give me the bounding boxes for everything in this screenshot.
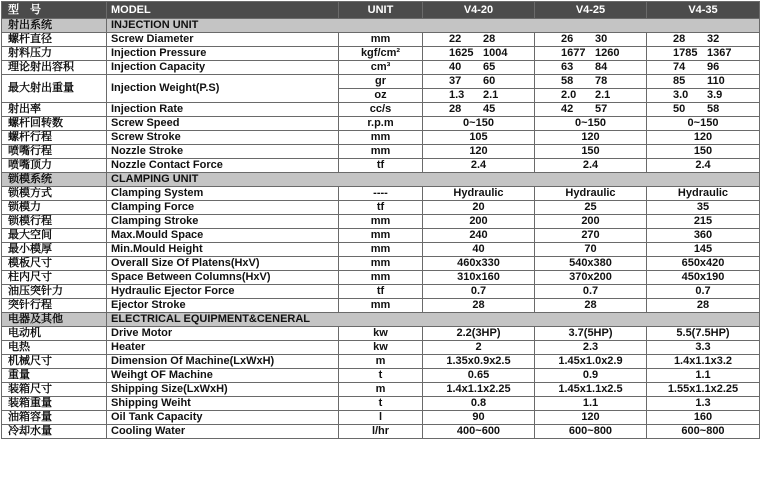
row-unit: cc/s	[339, 103, 423, 117]
row-label-en: Clamping Force	[107, 201, 339, 215]
row-label-en: Oil Tank Capacity	[107, 411, 339, 425]
section-title-zh: 射出系统	[2, 19, 107, 33]
row-value: 1.55x1.1x2.25	[647, 383, 760, 397]
value-a: 3.0	[673, 89, 689, 101]
row-unit: mm	[339, 215, 423, 229]
row-unit: tf	[339, 159, 423, 173]
header-model: MODEL	[107, 2, 339, 19]
row-unit: kw	[339, 327, 423, 341]
table-row	[2, 159, 760, 173]
row-value: 0.7	[535, 285, 647, 299]
row-value: 370x200	[535, 271, 647, 285]
row-value: 460x330	[423, 257, 535, 271]
table-row	[2, 117, 760, 131]
row-value: 0.7	[423, 285, 535, 299]
row-unit: t	[339, 397, 423, 411]
row-label-zh: 射料压力	[2, 47, 107, 61]
row-label-zh: 螺杆回转数	[2, 117, 107, 131]
row-value: 400~600	[423, 425, 535, 439]
row-value: 28	[423, 299, 535, 313]
row-value: 120	[647, 131, 760, 145]
value-a: 1785	[673, 47, 698, 59]
table-row	[2, 201, 760, 215]
row-label-en: Drive Motor	[107, 327, 339, 341]
row-value: 2	[423, 341, 535, 355]
row-value: 200	[535, 215, 647, 229]
row-value: 145	[647, 243, 760, 257]
table-row	[2, 327, 760, 341]
row-value-pair	[647, 75, 760, 89]
value-b: 57	[595, 103, 608, 115]
row-unit: mm	[339, 145, 423, 159]
table-row	[2, 61, 760, 75]
row-value: 120	[535, 411, 647, 425]
row-label-en: Injection Capacity	[107, 61, 339, 75]
row-value: 70	[535, 243, 647, 257]
row-value: 0.8	[423, 397, 535, 411]
row-unit: l/hr	[339, 425, 423, 439]
row-label-zh: 螺杆行程	[2, 131, 107, 145]
row-value: 0.9	[535, 369, 647, 383]
table-row	[2, 145, 760, 159]
row-unit: tf	[339, 201, 423, 215]
row-label-en: Max.Mould Space	[107, 229, 339, 243]
value-a: 26	[561, 33, 574, 45]
row-value: 35	[647, 201, 760, 215]
table-row	[2, 271, 760, 285]
row-value: 3.3	[647, 341, 760, 355]
row-value: 120	[423, 145, 535, 159]
row-value: 1.35x0.9x2.5	[423, 355, 535, 369]
value-a: 28	[673, 33, 686, 45]
row-value: 25	[535, 201, 647, 215]
row-unit: mm	[339, 257, 423, 271]
table-row	[2, 229, 760, 243]
row-value: 0.65	[423, 369, 535, 383]
row-label-zh: 重量	[2, 369, 107, 383]
row-value-pair	[535, 33, 647, 47]
row-label-zh: 突针行程	[2, 299, 107, 313]
value-b: 2.1	[595, 89, 611, 101]
row-value: 360	[647, 229, 760, 243]
row-label-zh: 最大射出重量	[2, 75, 107, 103]
row-value: Hydraulic	[423, 187, 535, 201]
value-b: 1260	[595, 47, 620, 59]
row-label-zh: 装箱尺寸	[2, 383, 107, 397]
table-row	[2, 33, 760, 47]
table-row	[2, 341, 760, 355]
row-value: 5.5(7.5HP)	[647, 327, 760, 341]
row-unit: mm	[339, 271, 423, 285]
value-a: 40	[449, 61, 462, 73]
row-value-pair	[423, 89, 535, 103]
value-b: 60	[483, 75, 496, 87]
row-label-en: Shipping Size(LxWxH)	[107, 383, 339, 397]
table-row	[2, 369, 760, 383]
row-value: 240	[423, 229, 535, 243]
row-unit: oz	[339, 89, 423, 103]
row-unit: r.p.m	[339, 117, 423, 131]
value-b: 84	[595, 61, 608, 73]
row-value: 540x380	[535, 257, 647, 271]
value-a: 28	[449, 103, 462, 115]
row-value: 310x160	[423, 271, 535, 285]
section-title-en: INJECTION UNIT	[107, 19, 760, 33]
value-b: 110	[707, 75, 725, 87]
row-value-pair	[423, 47, 535, 61]
row-value: 1.1	[535, 397, 647, 411]
row-label-zh: 油箱容量	[2, 411, 107, 425]
row-label-zh: 最小模厚	[2, 243, 107, 257]
row-value: Hydraulic	[535, 187, 647, 201]
row-value: 0~150	[423, 117, 535, 131]
row-value-pair	[535, 61, 647, 75]
row-value: 1.45x1.1x2.5	[535, 383, 647, 397]
value-a: 1625	[449, 47, 474, 59]
row-unit: t	[339, 369, 423, 383]
row-value: 0~150	[647, 117, 760, 131]
section-row	[2, 19, 760, 33]
row-label-en: Weihgt OF Machine	[107, 369, 339, 383]
row-unit: kw	[339, 341, 423, 355]
table-row	[2, 103, 760, 117]
table-row	[2, 215, 760, 229]
row-label-zh: 最大空间	[2, 229, 107, 243]
table-row	[2, 411, 760, 425]
row-label-en: Nozzle Stroke	[107, 145, 339, 159]
table-row	[2, 425, 760, 439]
row-unit: mm	[339, 299, 423, 313]
row-unit: ----	[339, 187, 423, 201]
row-value: 20	[423, 201, 535, 215]
row-label-zh: 柱内尺寸	[2, 271, 107, 285]
value-a: 50	[673, 103, 686, 115]
row-value: 150	[647, 145, 760, 159]
row-value: 600~800	[535, 425, 647, 439]
value-b: 45	[483, 103, 496, 115]
table-row	[2, 47, 760, 61]
row-label-en: Space Between Columns(HxV)	[107, 271, 339, 285]
section-row	[2, 173, 760, 187]
value-a: 58	[561, 75, 574, 87]
table-row	[2, 285, 760, 299]
row-unit: gr	[339, 75, 423, 89]
row-label-zh: 螺杆直径	[2, 33, 107, 47]
row-label-en: Injection Weight(P.S)	[107, 75, 339, 103]
row-label-en: Hydraulic Ejector Force	[107, 285, 339, 299]
value-b: 96	[707, 61, 720, 73]
row-value: 1.3	[647, 397, 760, 411]
section-title-en: ELECTRICAL EQUIPMENT&CENERAL	[107, 313, 760, 327]
value-b: 1367	[707, 47, 732, 59]
table-row	[2, 299, 760, 313]
row-value: 1.1	[647, 369, 760, 383]
row-label-zh: 喷嘴行程	[2, 145, 107, 159]
row-label-zh: 锁模行程	[2, 215, 107, 229]
row-value-pair	[647, 89, 760, 103]
row-value: 0~150	[535, 117, 647, 131]
table-row	[2, 257, 760, 271]
row-value: 160	[647, 411, 760, 425]
row-value: 2.3	[535, 341, 647, 355]
row-label-zh: 冷却水量	[2, 425, 107, 439]
row-label-en: Ejector Stroke	[107, 299, 339, 313]
row-unit: mm	[339, 243, 423, 257]
value-b: 28	[483, 33, 496, 45]
section-title-zh: 锁模系统	[2, 173, 107, 187]
section-title-en: CLAMPING UNIT	[107, 173, 760, 187]
row-value: 1.4x1.1x3.2	[647, 355, 760, 369]
value-a: 22	[449, 33, 462, 45]
row-value: Hydraulic	[647, 187, 760, 201]
header-row	[2, 2, 760, 19]
row-unit: m	[339, 355, 423, 369]
row-label-zh: 装箱重量	[2, 397, 107, 411]
value-a: 42	[561, 103, 574, 115]
table-row	[2, 131, 760, 145]
value-b: 1004	[483, 47, 508, 59]
row-value: 450x190	[647, 271, 760, 285]
row-value-pair	[423, 61, 535, 75]
header-type: 型 号	[2, 2, 107, 19]
row-label-en: Screw Speed	[107, 117, 339, 131]
row-value: 2.4	[647, 159, 760, 173]
table-row	[2, 397, 760, 411]
value-b: 78	[595, 75, 608, 87]
row-label-zh: 油压突针力	[2, 285, 107, 299]
row-value-pair	[647, 47, 760, 61]
row-unit: tf	[339, 285, 423, 299]
row-label-en: Dimension Of Machine(LxWxH)	[107, 355, 339, 369]
value-a: 1677	[561, 47, 586, 59]
value-b: 58	[707, 103, 720, 115]
row-unit: mm	[339, 33, 423, 47]
row-label-en: Clamping Stroke	[107, 215, 339, 229]
row-unit: kgf/cm²	[339, 47, 423, 61]
row-label-en: Screw Diameter	[107, 33, 339, 47]
value-a: 85	[673, 75, 686, 87]
row-value: 2.4	[423, 159, 535, 173]
row-value: 1.4x1.1x2.25	[423, 383, 535, 397]
value-b: 65	[483, 61, 496, 73]
row-value-pair	[423, 103, 535, 117]
value-a: 1.3	[449, 89, 465, 101]
row-label-zh: 模板尺寸	[2, 257, 107, 271]
table-row	[2, 355, 760, 369]
header-unit: UNIT	[339, 2, 423, 19]
table-row	[2, 187, 760, 201]
row-value: 650x420	[647, 257, 760, 271]
row-label-en: Injection Pressure	[107, 47, 339, 61]
row-label-en: Cooling Water	[107, 425, 339, 439]
row-value: 28	[647, 299, 760, 313]
value-b: 3.9	[707, 89, 723, 101]
value-b: 32	[707, 33, 720, 45]
row-label-zh: 电热	[2, 341, 107, 355]
row-label-en: Overall Size Of Platens(HxV)	[107, 257, 339, 271]
table-row	[2, 383, 760, 397]
value-b: 30	[595, 33, 608, 45]
row-value: 40	[423, 243, 535, 257]
header-model-2: V4-25	[535, 2, 647, 19]
row-label-zh: 机械尺寸	[2, 355, 107, 369]
row-value: 120	[535, 131, 647, 145]
row-label-en: Shipping Weiht	[107, 397, 339, 411]
value-a: 63	[561, 61, 574, 73]
value-b: 2.1	[483, 89, 499, 101]
row-value: 270	[535, 229, 647, 243]
row-value-pair	[535, 89, 647, 103]
section-title-zh: 电器及其他	[2, 313, 107, 327]
row-value-pair	[423, 75, 535, 89]
header-model-1: V4-20	[423, 2, 535, 19]
row-label-en: Screw Stroke	[107, 131, 339, 145]
table-row	[2, 75, 760, 89]
value-a: 74	[673, 61, 686, 73]
value-a: 37	[449, 75, 462, 87]
row-value: 1.45x1.0x2.9	[535, 355, 647, 369]
row-unit: mm	[339, 229, 423, 243]
row-unit: cm³	[339, 61, 423, 75]
row-value: 28	[535, 299, 647, 313]
row-value: 600~800	[647, 425, 760, 439]
section-row	[2, 313, 760, 327]
row-label-en: Heater	[107, 341, 339, 355]
row-value-pair	[647, 33, 760, 47]
row-value: 200	[423, 215, 535, 229]
row-value-pair	[423, 33, 535, 47]
row-unit: m	[339, 383, 423, 397]
spec-table	[1, 1, 760, 439]
table-row	[2, 243, 760, 257]
row-value: 2.4	[535, 159, 647, 173]
row-label-zh: 锁模力	[2, 201, 107, 215]
row-label-zh: 喷嘴顶力	[2, 159, 107, 173]
header-model-3: V4-35	[647, 2, 760, 19]
row-value: 215	[647, 215, 760, 229]
row-unit: l	[339, 411, 423, 425]
row-label-en: Min.Mould Height	[107, 243, 339, 257]
row-unit: mm	[339, 131, 423, 145]
row-value-pair	[535, 47, 647, 61]
row-label-zh: 锁模方式	[2, 187, 107, 201]
value-a: 2.0	[561, 89, 577, 101]
row-value: 150	[535, 145, 647, 159]
row-label-en: Injection Rate	[107, 103, 339, 117]
row-value: 2.2(3HP)	[423, 327, 535, 341]
row-label-zh: 射出率	[2, 103, 107, 117]
row-label-en: Clamping System	[107, 187, 339, 201]
row-value: 105	[423, 131, 535, 145]
row-value: 3.7(5HP)	[535, 327, 647, 341]
row-label-en: Nozzle Contact Force	[107, 159, 339, 173]
row-value-pair	[647, 103, 760, 117]
row-value-pair	[535, 103, 647, 117]
row-value: 90	[423, 411, 535, 425]
row-value-pair	[647, 61, 760, 75]
row-label-zh: 理论射出容积	[2, 61, 107, 75]
row-value-pair	[535, 75, 647, 89]
row-value: 0.7	[647, 285, 760, 299]
row-label-zh: 电动机	[2, 327, 107, 341]
